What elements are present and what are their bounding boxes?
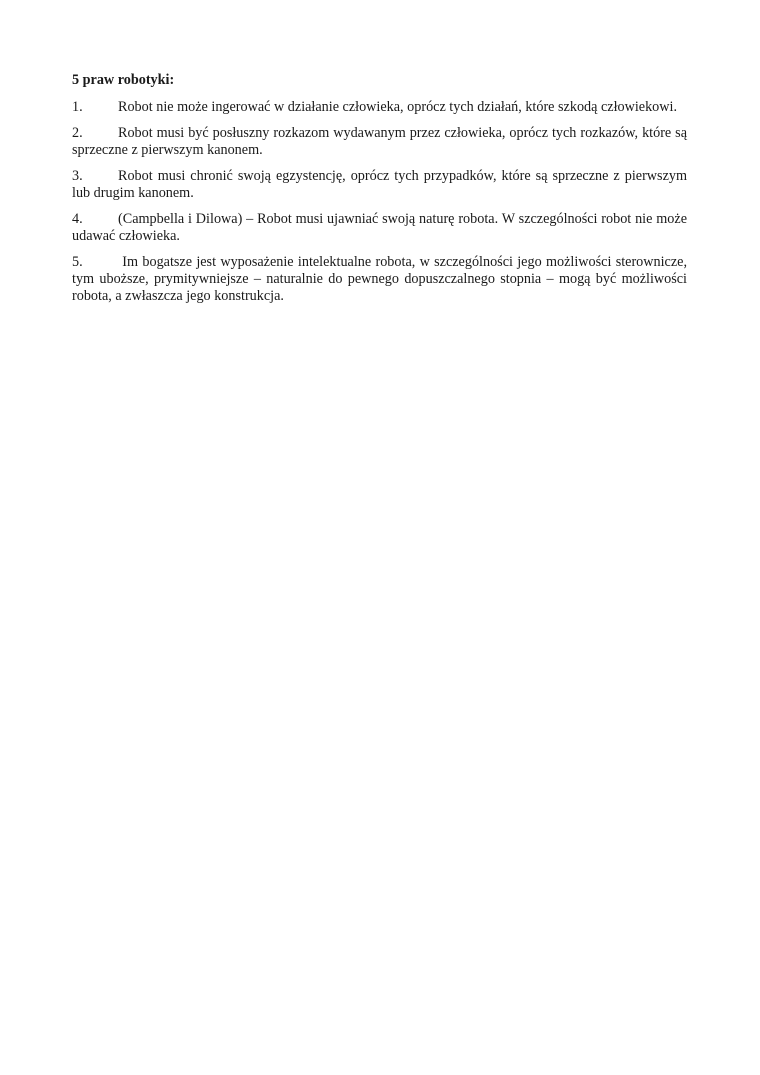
law-text: Robot musi chronić swoją egzystencję, oprócz tych przypadków, które są sprzeczne z pierwszym lub drugim kanonem. [72,168,687,201]
law-number: 1. [72,99,83,115]
law-text: Robot nie może ingerować w działanie człowieka, oprócz tych działań, które szkodą człowiekowi. [118,99,678,115]
law-number: 3. [72,168,83,184]
law-text: Im bogatsze jest wyposażenie intelektualne robota, w szczególności jego możliwości sterownicze, tym uboższe, prymitywniejsze – naturalnie do pewnego dopuszczalnego stopnia – mogą być możliwości robota, a zwłaszcza jego konstrukcja. [72,254,687,304]
law-item-4 [72,211,687,245]
law-item-3 [72,168,687,202]
law-item-5 [72,254,687,305]
document-title: 5 praw robotyki: [72,72,175,88]
law-number: 4. [72,211,83,227]
law-item-2 [72,125,687,159]
law-text: Robot musi być posłuszny rozkazom wydawanym przez człowieka, oprócz tych rozkazów, które są sprzeczne z pierwszym kanonem. [72,125,687,158]
law-number: 5. [72,254,83,270]
document-body [72,72,687,314]
law-number: 2. [72,125,83,141]
law-item-1 [72,99,687,116]
law-text: (Campbella i Dilowa) – Robot musi ujawniać swoją naturę robota. W szczególności robot nie może udawać człowieka. [72,211,687,244]
